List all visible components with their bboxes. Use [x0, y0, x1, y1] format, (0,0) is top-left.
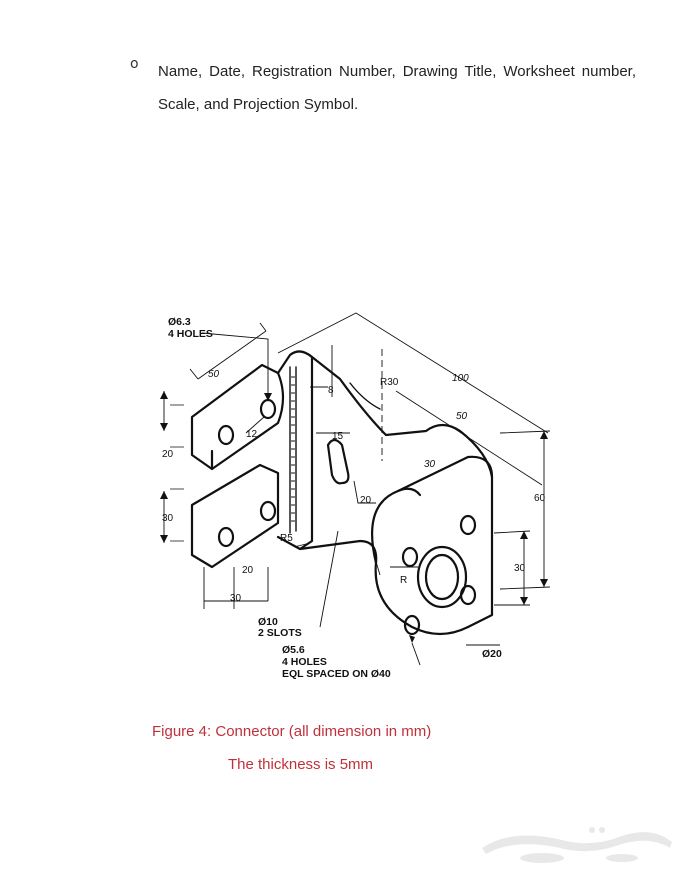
callout-holes-dia: Ø6.3 [168, 316, 191, 328]
lower-flange [192, 465, 278, 567]
instruction-text: Name, Date, Registration Number, Drawing Title, Worksheet number, Scale, and Projection Symbol. [158, 63, 636, 113]
callout-slots-count: 2 SLOTS [258, 627, 302, 639]
bullet-marker: o [130, 56, 139, 72]
figure-caption: Figure 4: Connector (all dimension in mm) [152, 723, 432, 740]
dim-hole-offset: 12 [246, 429, 258, 440]
dim-inner-length: 50 [456, 411, 468, 422]
dim-lower-height: 30 [162, 513, 174, 524]
dim-hole-pitch-x: 20 [242, 565, 254, 576]
callout-holes-count: 4 HOLES [168, 328, 213, 340]
callout-small-holes-count: 4 HOLES [282, 656, 327, 668]
callout-small-holes-dia: Ø5.6 [282, 644, 305, 656]
slot [328, 440, 348, 483]
connector-drawing [150, 305, 550, 685]
back-wall [278, 351, 492, 627]
watermark-logo [472, 818, 682, 866]
dim-center-height: 30 [514, 563, 526, 574]
dim-flange-gap: 20 [162, 449, 174, 460]
callout-small-holes-spacing: EQL SPACED ON Ø40 [282, 668, 391, 680]
callout-boss-dia: Ø20 [482, 648, 502, 660]
dim-flange-length: 50 [208, 369, 220, 380]
dim-slot-offset: 20 [360, 495, 372, 506]
dim-arc-offset: 30 [424, 459, 436, 470]
end-plate [372, 457, 492, 563]
thickness-note: The thickness is 5mm [228, 756, 374, 773]
callout-radius: R [400, 575, 408, 586]
drawing-labels [162, 316, 546, 680]
callout-slots-dia: Ø10 [258, 616, 278, 628]
dim-overall-length: 100 [452, 373, 469, 384]
dim-overall-height: 60 [534, 493, 546, 504]
dim-slot-depth: 8 [328, 385, 334, 396]
dim-hole-pitch-x2: 30 [230, 593, 242, 604]
callout-fillet: R5 [280, 533, 293, 544]
callout-arc-radius: R30 [380, 377, 399, 388]
dim-slot-length: 15 [332, 431, 344, 442]
